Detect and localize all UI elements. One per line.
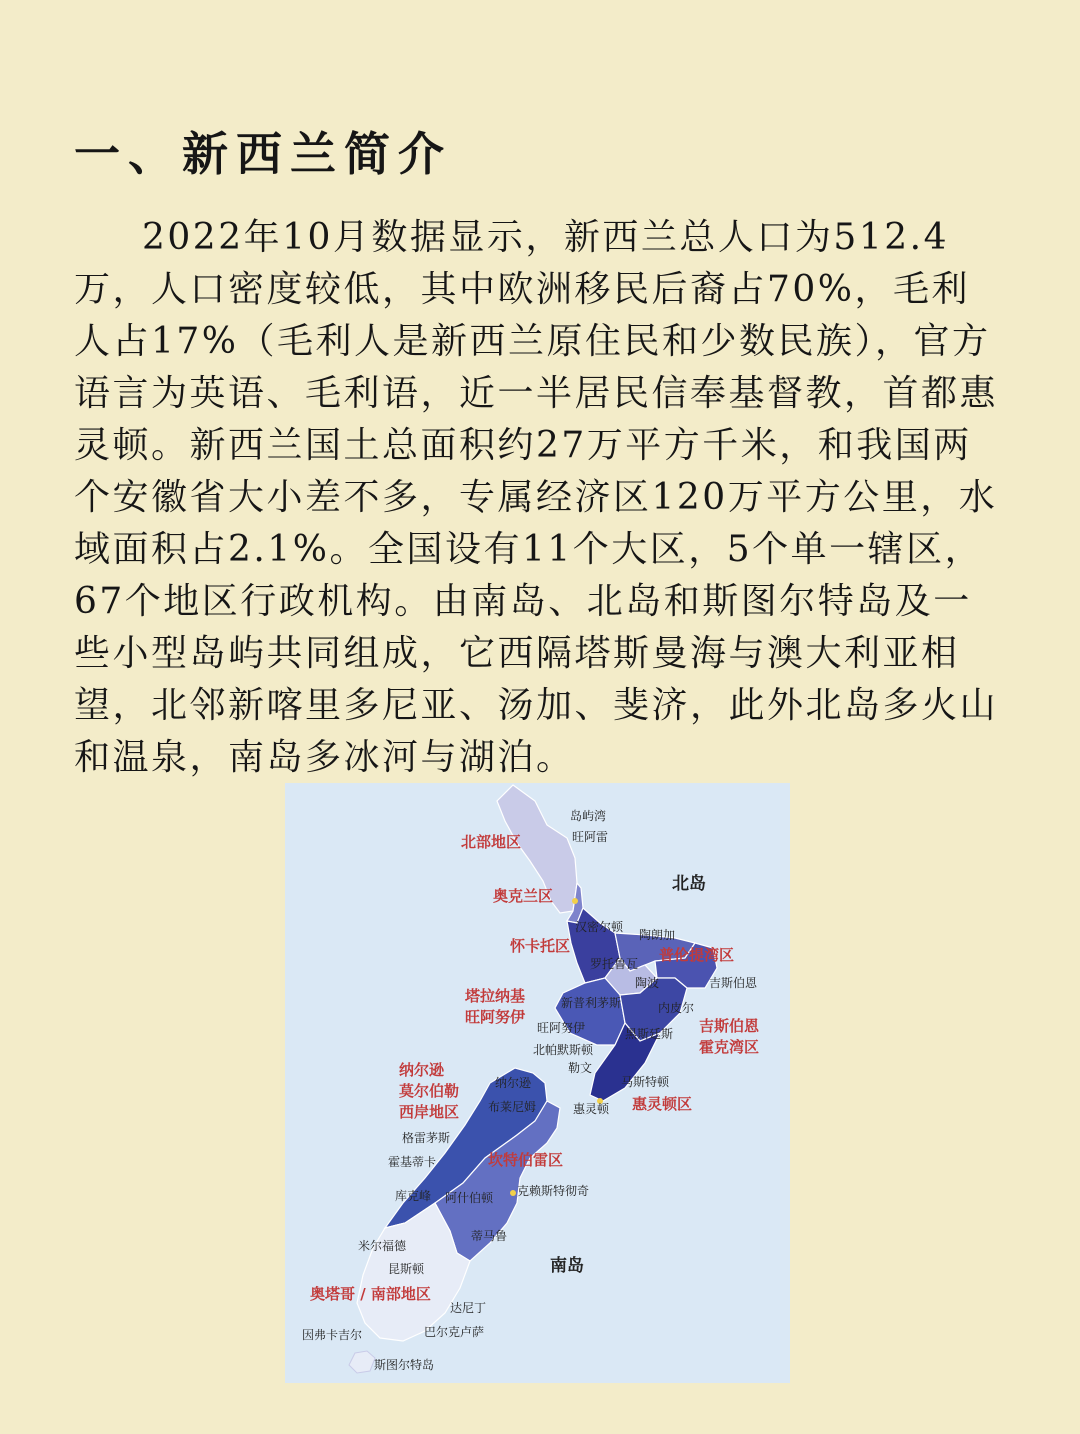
new-zealand-map bbox=[285, 783, 790, 1383]
label-town-stewart-island: 斯图尔特岛 bbox=[374, 1358, 435, 1372]
label-town-gisborne: 吉斯伯恩 bbox=[709, 976, 758, 990]
label-town-new-plymouth: 新普利茅斯 bbox=[561, 996, 622, 1010]
label-region-gisborne-1: 吉斯伯恩 bbox=[699, 1017, 760, 1035]
label-region-nelson-1: 纳尔逊 bbox=[399, 1061, 445, 1079]
label-region-taranaki-2: 旺阿努伊 bbox=[465, 1008, 526, 1026]
label-town-queenstown: 昆斯顿 bbox=[388, 1262, 425, 1276]
label-town-napier: 内皮尔 bbox=[658, 1001, 695, 1015]
city-dot-christchurch bbox=[510, 1190, 516, 1196]
label-town-christchurch: 克赖斯特彻奇 bbox=[517, 1184, 590, 1198]
label-north-island: 北岛 bbox=[672, 874, 706, 894]
label-region-gisborne-2: 霍克湾区 bbox=[699, 1038, 760, 1056]
label-town-whangarei: 旺阿雷 bbox=[572, 830, 609, 844]
label-town-hokitika: 霍基蒂卡 bbox=[388, 1155, 437, 1169]
label-town-kuchai: 库克峰 bbox=[395, 1189, 432, 1203]
label-town-taupo: 陶波 bbox=[635, 976, 660, 990]
label-town-invercargill: 因弗卡吉尔 bbox=[302, 1328, 363, 1342]
region-stewart-island bbox=[349, 1351, 375, 1373]
label-town-bay-of-islands: 岛屿湾 bbox=[570, 809, 607, 823]
label-region-wellington: 惠灵顿区 bbox=[632, 1095, 693, 1113]
label-town-balclutha: 巴尔克卢萨 bbox=[424, 1325, 485, 1339]
label-region-waikato: 怀卡托区 bbox=[510, 937, 571, 955]
label-town-whanganui: 旺阿努伊 bbox=[537, 1021, 586, 1035]
label-town-timaru: 蒂马鲁 bbox=[471, 1229, 508, 1243]
label-region-nelson-3: 西岸地区 bbox=[399, 1103, 460, 1121]
page-title: 一、新西兰简介 bbox=[74, 127, 452, 181]
label-region-auckland: 奥克兰区 bbox=[493, 887, 554, 905]
label-town-tauranga: 陶朗加 bbox=[639, 928, 676, 942]
label-town-palmerston-north: 北帕默斯顿 bbox=[533, 1043, 594, 1057]
label-region-northland: 北部地区 bbox=[461, 833, 522, 851]
label-town-masterton: 马斯特顿 bbox=[621, 1075, 670, 1089]
label-region-bay-of-plenty: 普伦提湾区 bbox=[659, 946, 735, 964]
label-region-nelson-2: 莫尔伯勒 bbox=[399, 1082, 460, 1100]
label-region-taranaki-1: 塔拉纳基 bbox=[465, 987, 526, 1005]
label-town-nelson: 纳尔逊 bbox=[495, 1076, 532, 1090]
label-region-canterbury: 坎特伯雷区 bbox=[488, 1151, 564, 1169]
label-town-ashburton: 阿什伯顿 bbox=[445, 1191, 494, 1205]
label-town-rotorua: 罗托鲁瓦 bbox=[590, 957, 639, 971]
intro-paragraph: 2022年10月数据显示，新西兰总人口为512.4万，人口密度较低，其中欧洲移民后裔占70%，毛利人占17%（毛利人是新西兰原住民和少数民族），官方语言为英语、毛利语，近一半居民信奉基督教，首都惠灵顿。新西兰国土总面积约27万平方千米，和我国两个安徽省大小差不多，专属经济区120万平方公里，水域面积占2.1%。全国设有11个大区，5个单一辖区，67个地区行政机构。由南岛、北岛和斯图尔特岛及一些小型岛屿共同组成，它西隔塔斯曼海与澳大利亚相望，北邻新喀里多尼亚、汤加、斐济，此外北岛多火山和温泉，南岛多冰河与湖泊。 bbox=[74, 217, 999, 778]
label-town-greymouth: 格雷茅斯 bbox=[402, 1131, 451, 1145]
label-town-blenheim: 布莱尼姆 bbox=[488, 1100, 537, 1114]
label-town-milford: 米尔福德 bbox=[358, 1239, 407, 1253]
label-town-hastings: 黑斯廷斯 bbox=[625, 1027, 674, 1041]
label-south-island: 南岛 bbox=[550, 1256, 584, 1276]
city-dot-auckland bbox=[572, 898, 578, 904]
label-town-hamilton: 汉密尔顿 bbox=[575, 920, 624, 934]
label-town-levin: 勒文 bbox=[568, 1061, 593, 1075]
label-town-wellington: 惠灵顿 bbox=[573, 1102, 610, 1116]
label-town-dunedin: 达尼丁 bbox=[450, 1301, 487, 1315]
label-region-otago: 奥塔哥 / 南部地区 bbox=[310, 1285, 431, 1303]
